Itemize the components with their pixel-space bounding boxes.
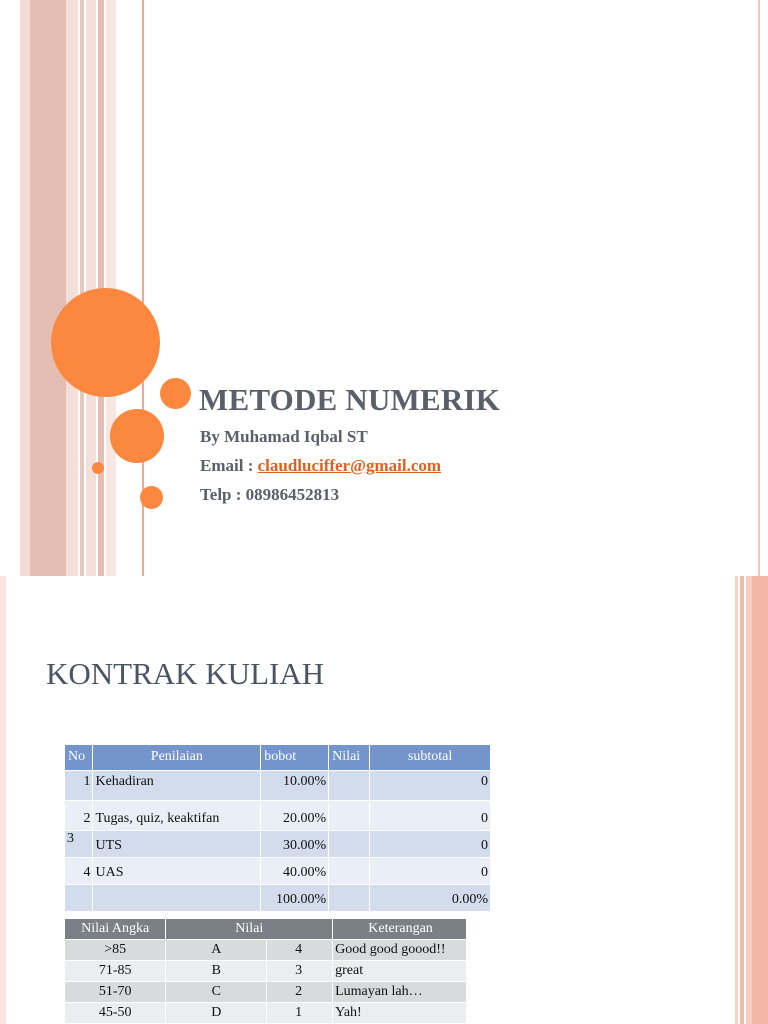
table-row <box>65 800 491 830</box>
cell-bobot: 40.00% <box>261 857 329 884</box>
table-header-row <box>65 919 467 939</box>
decor-circle-small <box>160 378 191 409</box>
table-row <box>65 939 467 960</box>
slide-title: KONTRAK KULIAH <box>46 656 325 691</box>
cell-subtotal: 0 <box>370 770 491 800</box>
contract-slide <box>0 576 768 1024</box>
cell-huruf: C <box>166 981 267 1002</box>
header-no: No <box>65 745 93 770</box>
table-row <box>65 770 491 800</box>
email-label: Email : <box>200 456 258 475</box>
decor-stripe <box>66 0 78 576</box>
cell-no: 4 <box>65 857 93 884</box>
cell-penilaian <box>93 884 261 911</box>
cell-penilaian: UAS <box>93 857 261 884</box>
cell-angka: >85 <box>65 939 166 960</box>
cell-poin: 4 <box>267 939 333 960</box>
decor-stripe <box>20 0 30 576</box>
cell-nilai <box>329 770 370 800</box>
cell-subtotal: 0 <box>370 857 491 884</box>
header-nilai: Nilai <box>329 745 370 770</box>
decor-stripe <box>758 0 760 576</box>
email-line <box>200 456 441 476</box>
decor-stripe <box>80 0 84 576</box>
cell-no: 2 <box>65 800 93 830</box>
cell-nilai <box>329 857 370 884</box>
table-row <box>65 857 491 884</box>
email-link[interactable]: claudluciffer@gmail.com <box>257 456 442 475</box>
table-header-row <box>65 745 491 770</box>
table-row <box>65 960 467 981</box>
header-penilaian: Penilaian <box>93 745 261 770</box>
header-nilai: Nilai <box>166 919 333 939</box>
header-keterangan: Keterangan <box>333 919 467 939</box>
phone-line: Telp : 08986452813 <box>200 485 340 504</box>
cell-keterangan: Good good goood!! <box>333 939 467 960</box>
cell-angka: 71-85 <box>65 960 166 981</box>
cell-bobot-total: 100.00% <box>261 884 329 911</box>
cell-poin: 2 <box>267 981 333 1002</box>
table-total-row <box>65 884 491 911</box>
grade-scale-table <box>65 919 467 1023</box>
cell-bobot: 30.00% <box>261 830 329 857</box>
cell-penilaian: Kehadiran <box>93 770 261 800</box>
cell-huruf: A <box>166 939 267 960</box>
slide-title: METODE NUMERIK <box>199 382 501 417</box>
decor-circle-small <box>140 486 163 509</box>
decor-circle-tiny <box>92 462 104 474</box>
decor-stripe <box>752 576 768 1024</box>
cell-no: 3 <box>65 830 93 857</box>
header-subtotal: subtotal <box>370 745 491 770</box>
table-row <box>65 981 467 1002</box>
cell-bobot: 20.00% <box>261 800 329 830</box>
decor-circle-medium <box>110 409 164 463</box>
cell-subtotal: 0 <box>370 800 491 830</box>
decor-stripe <box>740 576 744 1024</box>
header-nilai-angka: Nilai Angka <box>65 919 166 939</box>
decor-circle-large <box>51 288 160 397</box>
cell-keterangan: great <box>333 960 467 981</box>
decor-stripe <box>735 576 738 1024</box>
grading-table <box>65 745 491 911</box>
cell-huruf: B <box>166 960 267 981</box>
cell-bobot: 10.00% <box>261 770 329 800</box>
decor-stripe <box>0 576 6 1024</box>
cell-huruf: D <box>166 1002 267 1023</box>
cell-nilai <box>329 800 370 830</box>
cell-angka: 45-50 <box>65 1002 166 1023</box>
cell-subtotal-total: 0.00% <box>370 884 491 911</box>
cell-subtotal: 0 <box>370 830 491 857</box>
cell-keterangan: Yah! <box>333 1002 467 1023</box>
cell-keterangan: Lumayan lah… <box>333 981 467 1002</box>
author-line: By Muhamad Iqbal ST <box>200 427 368 446</box>
cell-no: 1 <box>65 770 93 800</box>
cell-poin: 3 <box>267 960 333 981</box>
cell-nilai <box>329 884 370 911</box>
table-row <box>65 1002 467 1023</box>
cell-penilaian: UTS <box>93 830 261 857</box>
cell-angka: 51-70 <box>65 981 166 1002</box>
header-bobot: bobot <box>261 745 329 770</box>
decor-stripe <box>30 0 66 576</box>
cell-nilai <box>329 830 370 857</box>
cell-penilaian: Tugas, quiz, keaktifan <box>93 800 261 830</box>
table-row <box>65 830 491 857</box>
cell-poin: 1 <box>267 1002 333 1023</box>
cell-no <box>65 884 93 911</box>
